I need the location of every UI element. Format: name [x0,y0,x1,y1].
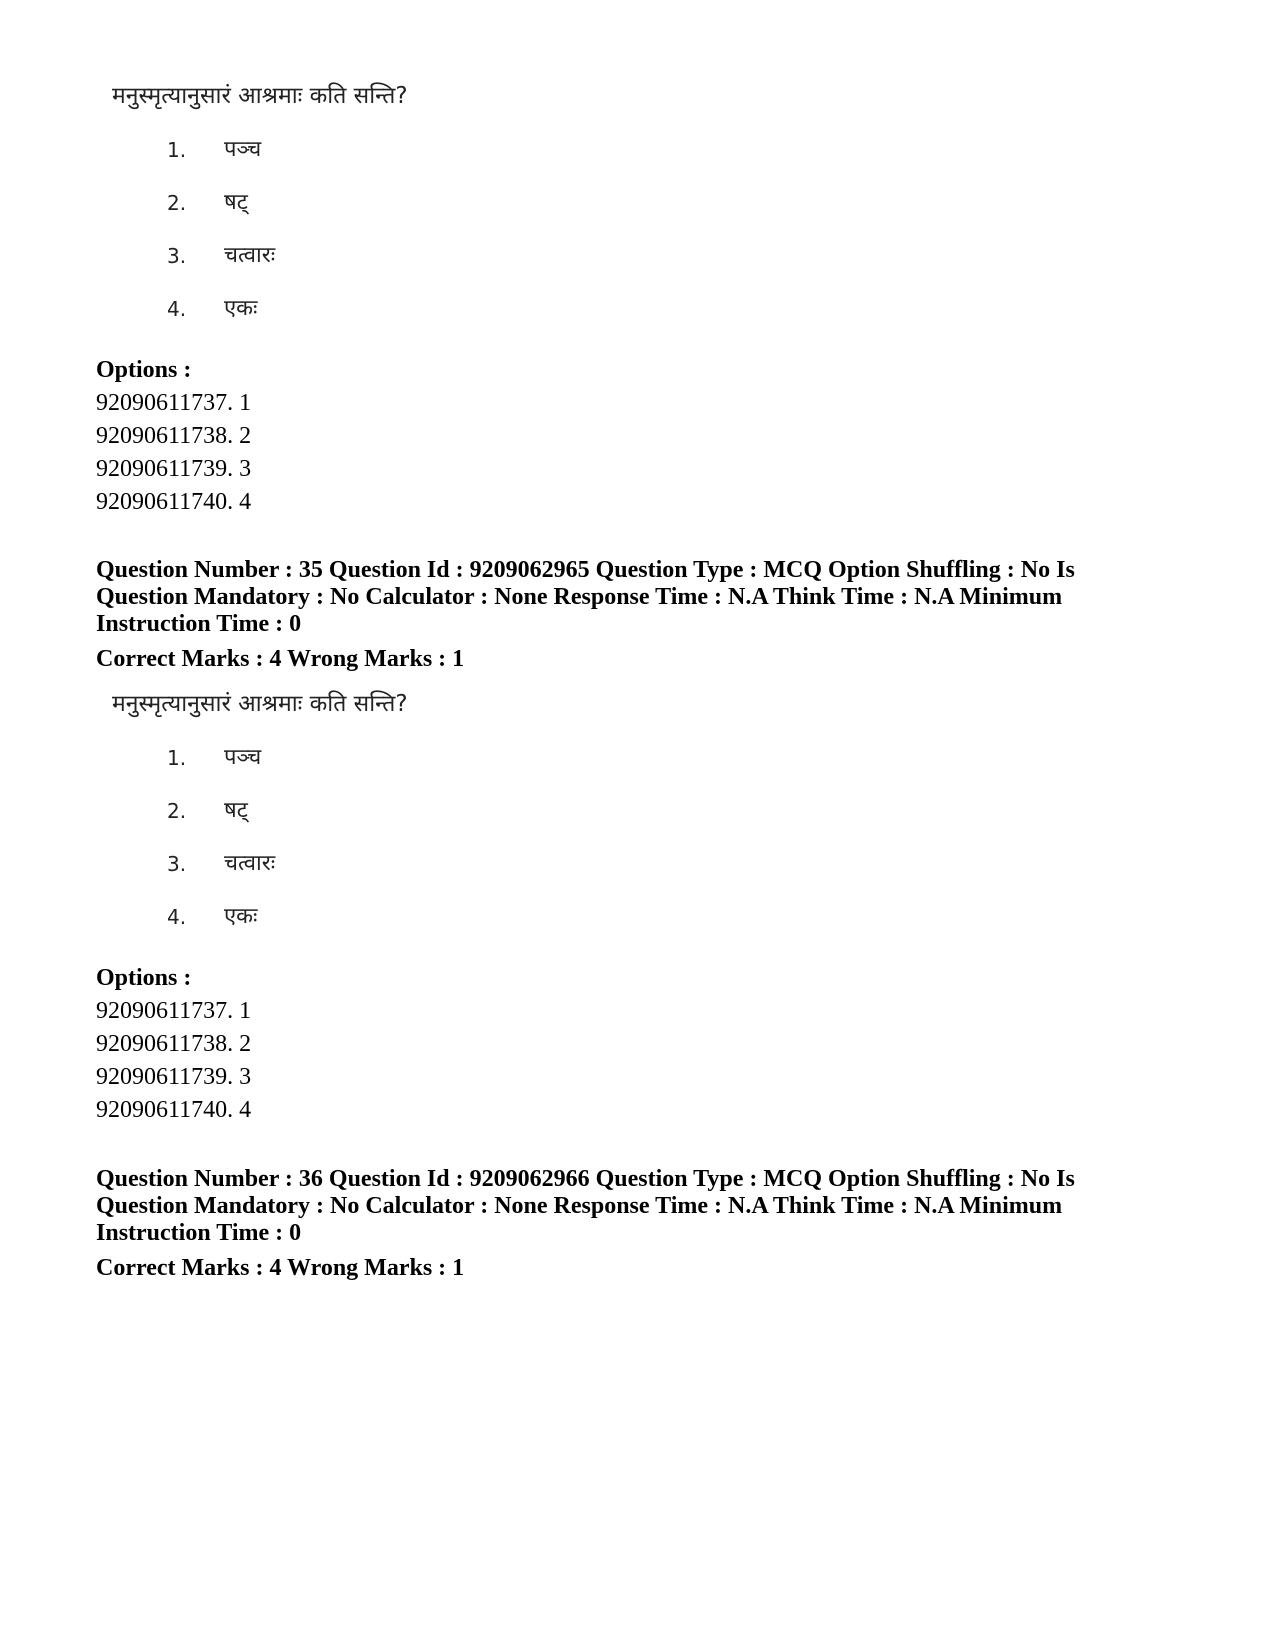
question-text: मनुस्मृत्यानुसारं आश्रमाः कति सन्ति? [112,691,408,717]
meta-line: Instruction Time : 0 [96,1220,302,1246]
question-35-meta [96,557,1196,674]
choice-number: 1. [167,138,187,162]
choice-item [112,183,712,236]
choice-number: 2. [167,191,187,215]
meta-line: Question Number : 36 Question Id : 9209062966 Question Type : MCQ Option Shuffling : No Is [96,1166,1075,1192]
options-label: Options : [96,357,192,383]
choice-text: चत्वारः [224,243,276,268]
option-item: 92090611738. 2 [96,423,252,449]
marks-line: Correct Marks : 4 Wrong Marks : 1 [96,646,465,672]
choice-text: षट् [224,798,248,823]
choice-number: 3. [167,244,187,268]
options-label: Options : [96,965,192,991]
meta-line: Question Mandatory : No Calculator : None Response Time : N.A Think Time : N.A Minimum [96,1193,1063,1219]
choice-item [112,289,712,342]
choice-item [112,236,712,289]
question-image-35 [112,684,712,950]
choice-text: पञ्च [224,137,262,162]
choice-text: पञ्च [224,745,262,770]
option-item: 92090611739. 3 [96,1064,252,1090]
option-item: 92090611737. 1 [96,998,252,1024]
choice-item [112,738,712,791]
marks-line: Correct Marks : 4 Wrong Marks : 1 [96,1255,465,1281]
option-item: 92090611737. 1 [96,390,252,416]
choice-item [112,844,712,897]
choice-item [112,130,712,183]
options-question-35 [96,962,1196,1127]
choice-item [112,791,712,844]
option-item: 92090611740. 4 [96,489,252,515]
question-image-block-1 [112,76,712,342]
choice-item [112,897,712,950]
choice-number: 2. [167,799,187,823]
question-36-meta [96,1166,1196,1283]
choice-number: 3. [167,852,187,876]
choice-text: एकः [224,904,258,929]
choice-number: 4. [167,905,187,929]
option-item: 92090611740. 4 [96,1097,252,1123]
option-item: 92090611738. 2 [96,1031,252,1057]
choice-text: षट् [224,190,248,215]
choice-text: एकः [224,296,258,321]
choice-number: 4. [167,297,187,321]
question-text: मनुस्मृत्यानुसारं आश्रमाः कति सन्ति? [112,83,408,109]
meta-line: Question Number : 35 Question Id : 9209062965 Question Type : MCQ Option Shuffling : No Is [96,557,1075,583]
choice-number: 1. [167,746,187,770]
choice-text: चत्वारः [224,851,276,876]
option-item: 92090611739. 3 [96,456,252,482]
meta-line: Question Mandatory : No Calculator : None Response Time : N.A Think Time : N.A Minimum [96,584,1063,610]
meta-line: Instruction Time : 0 [96,611,302,637]
options-block-1 [96,354,1196,519]
